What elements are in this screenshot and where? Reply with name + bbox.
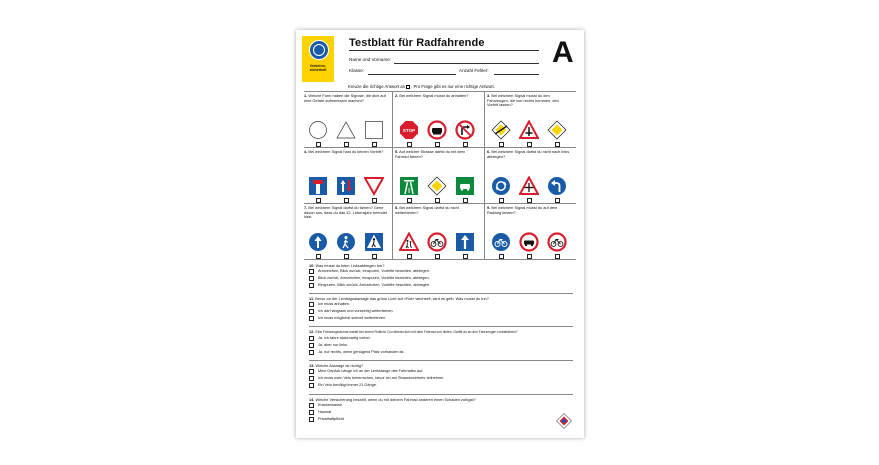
errors-label: Anzahl Fehler: (459, 68, 489, 73)
question-number: 6. (487, 149, 491, 154)
children-warning-sign-icon (399, 232, 419, 252)
answer-label: Ein Velo benötigt immer 21 Gänge. (318, 383, 377, 388)
right-of-way-warning-sign-icon (519, 120, 539, 140)
sign-question-1 (304, 94, 392, 153)
answer-checkbox[interactable] (309, 316, 314, 321)
divider (309, 360, 573, 361)
answer-checkbox[interactable] (309, 302, 314, 307)
answer-option[interactable] (309, 335, 573, 342)
checkbox-example-icon (406, 85, 410, 89)
answer-label: Mein Gepäck hänge ich an der Lenkstange des Fahrrades auf. (318, 369, 424, 373)
question-number: 1. (304, 93, 308, 98)
question-number: 2. (395, 93, 399, 98)
question-label: Welche Aussage ist richtig? (315, 363, 364, 368)
mc-question-10 (309, 263, 573, 290)
version-letter: A (552, 36, 574, 69)
answer-label: Ich muss anhalten. (318, 302, 350, 306)
answer-checkbox[interactable] (372, 254, 377, 259)
answer-checkbox[interactable] (309, 417, 314, 422)
question-number: 3. (487, 93, 491, 98)
sign-question-3 (487, 94, 575, 153)
question-label: Welche Versicherung bezahlt, wenn du mit deinem Fahrrad anderen einen Schaden zufügst? (315, 397, 476, 402)
divider (309, 326, 573, 327)
mc-question-11 (309, 296, 573, 323)
answer-label: Krankenkasse (318, 403, 343, 407)
instructions-text-end: . Pro Frage gibt es nur eine richtige Antwort. (411, 84, 495, 89)
answer-checkbox[interactable] (309, 283, 314, 288)
question-label: Bei welchem Signal musst du anhalten? (399, 93, 469, 98)
motorway-sign-icon (399, 176, 419, 196)
answer-option[interactable] (309, 368, 573, 375)
sign-question-2 (395, 94, 483, 153)
sign-question-6 (487, 150, 575, 209)
answer-option[interactable] (309, 349, 573, 356)
one-way-sign-icon (455, 232, 475, 252)
question-number: 11. (309, 296, 315, 301)
no-motorcars-sign-icon (519, 232, 539, 252)
question-text (304, 150, 388, 155)
answer-label: Armzeichen, Blick zurück, einspuren, Vortritte beachten, abbiegen. (318, 269, 430, 273)
answer-checkbox[interactable] (527, 142, 532, 147)
expressway-sign-icon (455, 176, 475, 196)
answer-checkbox[interactable] (407, 198, 412, 203)
errors-field[interactable] (494, 74, 539, 75)
answer-label: Ich muss mein Velo beherrschen, bevor ich am Strassenverkehr teilnehme. (318, 376, 445, 381)
answer-checkbox[interactable] (499, 142, 504, 147)
answer-checkbox[interactable] (309, 403, 314, 408)
answer-checkbox[interactable] (316, 142, 321, 147)
answer-label: Einspuren, Blick zurück, Armzeichen, Vortritte beachten, abbiegen. (318, 283, 431, 288)
logo-emblem-icon (309, 40, 329, 60)
answer-label: Hausrat (318, 410, 332, 415)
circle-shape-icon (308, 120, 328, 140)
answer-option[interactable] (309, 282, 573, 289)
answer-checkbox[interactable] (309, 309, 314, 314)
answer-option[interactable] (309, 402, 573, 409)
answer-checkbox[interactable] (499, 254, 504, 259)
answer-checkbox[interactable] (407, 254, 412, 259)
answer-option[interactable] (309, 308, 573, 315)
answer-checkbox[interactable] (344, 254, 349, 259)
question-text (395, 150, 479, 159)
answer-label: Ich darf langsam und vorsichtig weiterfahren. (318, 309, 394, 314)
sign-question-7 (304, 206, 392, 265)
answer-checkbox[interactable] (463, 254, 468, 259)
question-text (395, 206, 479, 215)
answer-checkbox[interactable] (372, 198, 377, 203)
answer-checkbox[interactable] (316, 198, 321, 203)
answer-checkbox[interactable] (555, 254, 560, 259)
mandatory-straight-sign-icon (308, 232, 328, 252)
answer-checkbox[interactable] (309, 276, 314, 281)
answer-option[interactable] (309, 301, 573, 308)
answer-label: Ja, aber nur links. (318, 343, 348, 348)
logo (302, 36, 334, 82)
divider (309, 293, 573, 294)
one-way-oncoming-sign-icon (336, 176, 356, 196)
answer-checkbox[interactable] (316, 254, 321, 259)
question-label: Bei welchem Signal musst du auf dem Radweg fahren? (487, 205, 558, 215)
sign-question-8 (395, 206, 483, 265)
answer-option[interactable] (309, 315, 573, 322)
answer-checkbox[interactable] (309, 383, 314, 388)
instructions-text: Kreuze die richtige Antwort an (348, 84, 406, 89)
no-cycling-sign-icon (427, 232, 447, 252)
answer-checkbox[interactable] (527, 198, 532, 203)
class-label: Klasse: (349, 68, 365, 73)
svg-text:STOP: STOP (402, 128, 416, 133)
no-motor-vehicles-sign-icon (427, 120, 447, 140)
question-number: 12. (309, 329, 315, 334)
test-sheet (296, 30, 584, 438)
mc-question-13 (309, 363, 573, 390)
name-label: Name und Vorname: (349, 57, 392, 62)
mc-question-14 (309, 397, 573, 424)
sign-question-4 (304, 150, 392, 209)
answer-label: Ja, nur rechts, wenn genügend Platz vorhanden ist. (318, 350, 405, 355)
cycle-path-sign-icon (491, 232, 511, 252)
divider (304, 91, 576, 92)
question-label: Bei welchem Signal musst du den Fahrzeugen, die von rechts kommen, den Vortritt lassen? (487, 93, 559, 108)
logo-text: Verkehrs- sicherheit (309, 64, 327, 73)
answer-checkbox[interactable] (407, 142, 412, 147)
answer-checkbox[interactable] (527, 254, 532, 259)
question-number: 9. (487, 205, 491, 210)
question-label: Auf welcher Strasse darfst du mit dem Fahrrad fahren? (395, 149, 465, 159)
page-title: Testblatt für Radfahrende (349, 37, 485, 49)
sign-question-9 (487, 206, 575, 265)
title-underline (349, 50, 539, 51)
answer-checkbox[interactable] (309, 350, 314, 355)
answer-checkbox[interactable] (555, 198, 560, 203)
pedestrian-crossing-sign-icon (364, 232, 384, 252)
answer-option[interactable] (309, 342, 573, 349)
answer-checkbox[interactable] (435, 142, 440, 147)
answer-checkbox[interactable] (435, 198, 440, 203)
no-cycles-sign-icon (547, 232, 567, 252)
answer-checkbox[interactable] (309, 376, 314, 381)
answer-checkbox[interactable] (344, 198, 349, 203)
answer-option[interactable] (309, 382, 573, 389)
question-number: 4. (304, 149, 308, 154)
answer-checkbox[interactable] (372, 142, 377, 147)
question-number: 13. (309, 363, 315, 368)
answer-label: Ich muss möglichst schnell weiterfahren. (318, 316, 387, 321)
roundabout-sign-icon (491, 176, 511, 196)
mc-question-12 (309, 329, 573, 357)
safety-stamp-icon (556, 413, 572, 429)
question-number: 14. (309, 397, 315, 402)
yield-sign-icon (364, 176, 384, 196)
sign-question-5 (395, 150, 483, 209)
end-of-priority-road-sign-icon (491, 120, 511, 140)
answer-checkbox[interactable] (309, 369, 314, 374)
question-text (304, 94, 388, 103)
answer-checkbox[interactable] (555, 142, 560, 147)
footpath-sign-icon (336, 232, 356, 252)
question-label: Bei welchem Signal hast du keinen Vortritt? (308, 149, 384, 154)
column-divider (484, 91, 485, 259)
divider (309, 394, 573, 395)
question-label: Welche Form haben die Signale, die dich auf eine Gefahr aufmerksam machen? (304, 93, 386, 103)
question-text (487, 94, 571, 108)
question-text (487, 150, 571, 159)
question-number: 7. (304, 205, 308, 210)
class-field[interactable] (368, 74, 456, 75)
question-label: Was musst du beim Linksabbiegen tun? (315, 263, 385, 268)
question-label: Bei welchem Signal darfst du nicht nach links abbiegen? (487, 149, 570, 159)
question-number: 5. (395, 149, 399, 154)
answer-checkbox[interactable] (344, 142, 349, 147)
triangle-shape-icon (336, 120, 356, 140)
question-text (487, 206, 571, 215)
priority-road-sign-icon (427, 176, 447, 196)
no-right-turn-sign-icon (455, 120, 475, 140)
answer-option[interactable] (309, 409, 573, 416)
crossroads-warning-sign-icon (519, 176, 539, 196)
question-label: Eine Fahrzeugkolonne wartet bei einem Rotlicht. Du näherst dich mit dem Fahrrad von hinten. Darfst du an den Fahrzeugen vorbeifahren? (315, 330, 518, 334)
instructions (348, 84, 495, 89)
answer-checkbox[interactable] (435, 254, 440, 259)
answer-checkbox[interactable] (463, 198, 468, 203)
square-shape-icon (364, 120, 384, 140)
question-label: Bei welchem Signal darfst du nicht weiterfahren? (395, 205, 459, 215)
mandatory-left-sign-icon (547, 176, 567, 196)
answer-option[interactable] (309, 416, 573, 423)
question-text (304, 206, 388, 220)
question-label: Bevor an der Lichtsignalanlage das grüne Licht auf «Rot» wechselt, wird es gelb. Was musst du tun? (315, 296, 489, 301)
column-divider (392, 91, 393, 259)
dead-end-sign-icon (308, 176, 328, 196)
answer-checkbox[interactable] (309, 410, 314, 415)
priority-road-sign-icon (547, 120, 567, 140)
answer-option[interactable] (309, 375, 573, 382)
answer-label: Ja, ich fahre slalomartig vorbei. (318, 336, 371, 340)
answer-checkbox[interactable] (463, 142, 468, 147)
name-field[interactable] (394, 63, 539, 64)
answer-checkbox[interactable] (499, 198, 504, 203)
answer-checkbox[interactable] (309, 343, 314, 348)
question-number: 8. (395, 205, 399, 210)
answer-option[interactable] (309, 268, 573, 275)
question-number: 10. (309, 263, 315, 268)
answer-checkbox[interactable] (309, 336, 314, 341)
answer-checkbox[interactable] (309, 269, 314, 274)
question-text (395, 94, 479, 99)
answer-label: Blick zurück, Armzeichen, einspuren, Vortritte beachten, abbiegen. (318, 276, 430, 281)
answer-label: Privathaftpflicht (318, 417, 344, 422)
answer-option[interactable] (309, 275, 573, 282)
stop-sign-icon (399, 120, 419, 140)
question-label: Bei welchem Signal darfst du fahren? Gehe davon aus, dass du das 12. Lebensjahr beendet hast (304, 205, 388, 220)
